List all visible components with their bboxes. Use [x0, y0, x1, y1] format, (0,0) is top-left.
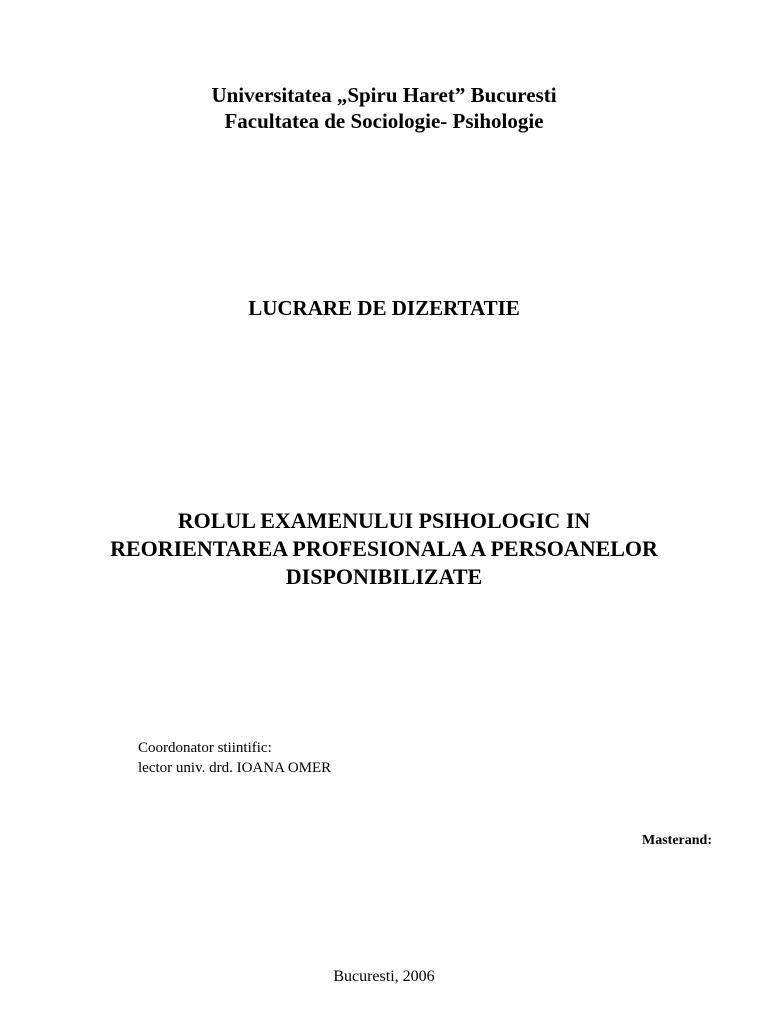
document-type-heading: LUCRARE DE DIZERTATIE: [248, 296, 520, 320]
thesis-title-line-3: DISPONIBILIZATE: [285, 564, 483, 589]
coordinator-label: Coordonator stiintific:: [138, 740, 272, 756]
thesis-title-line-2: REORIENTAREA PROFESIONALA A PERSOANELOR: [110, 536, 658, 561]
student-label: Masterand:: [642, 833, 712, 848]
place-and-date: Bucuresti, 2006: [333, 968, 435, 985]
faculty-name: Facultatea de Sociologie- Psihologie: [224, 109, 544, 133]
thesis-title-line-1: ROLUL EXAMENULUI PSIHOLOGIC IN: [177, 508, 591, 533]
coordinator-name: lector univ. drd. IOANA OMER: [138, 760, 332, 776]
university-name: Universitatea „Spiru Haret” Bucuresti: [211, 83, 557, 107]
